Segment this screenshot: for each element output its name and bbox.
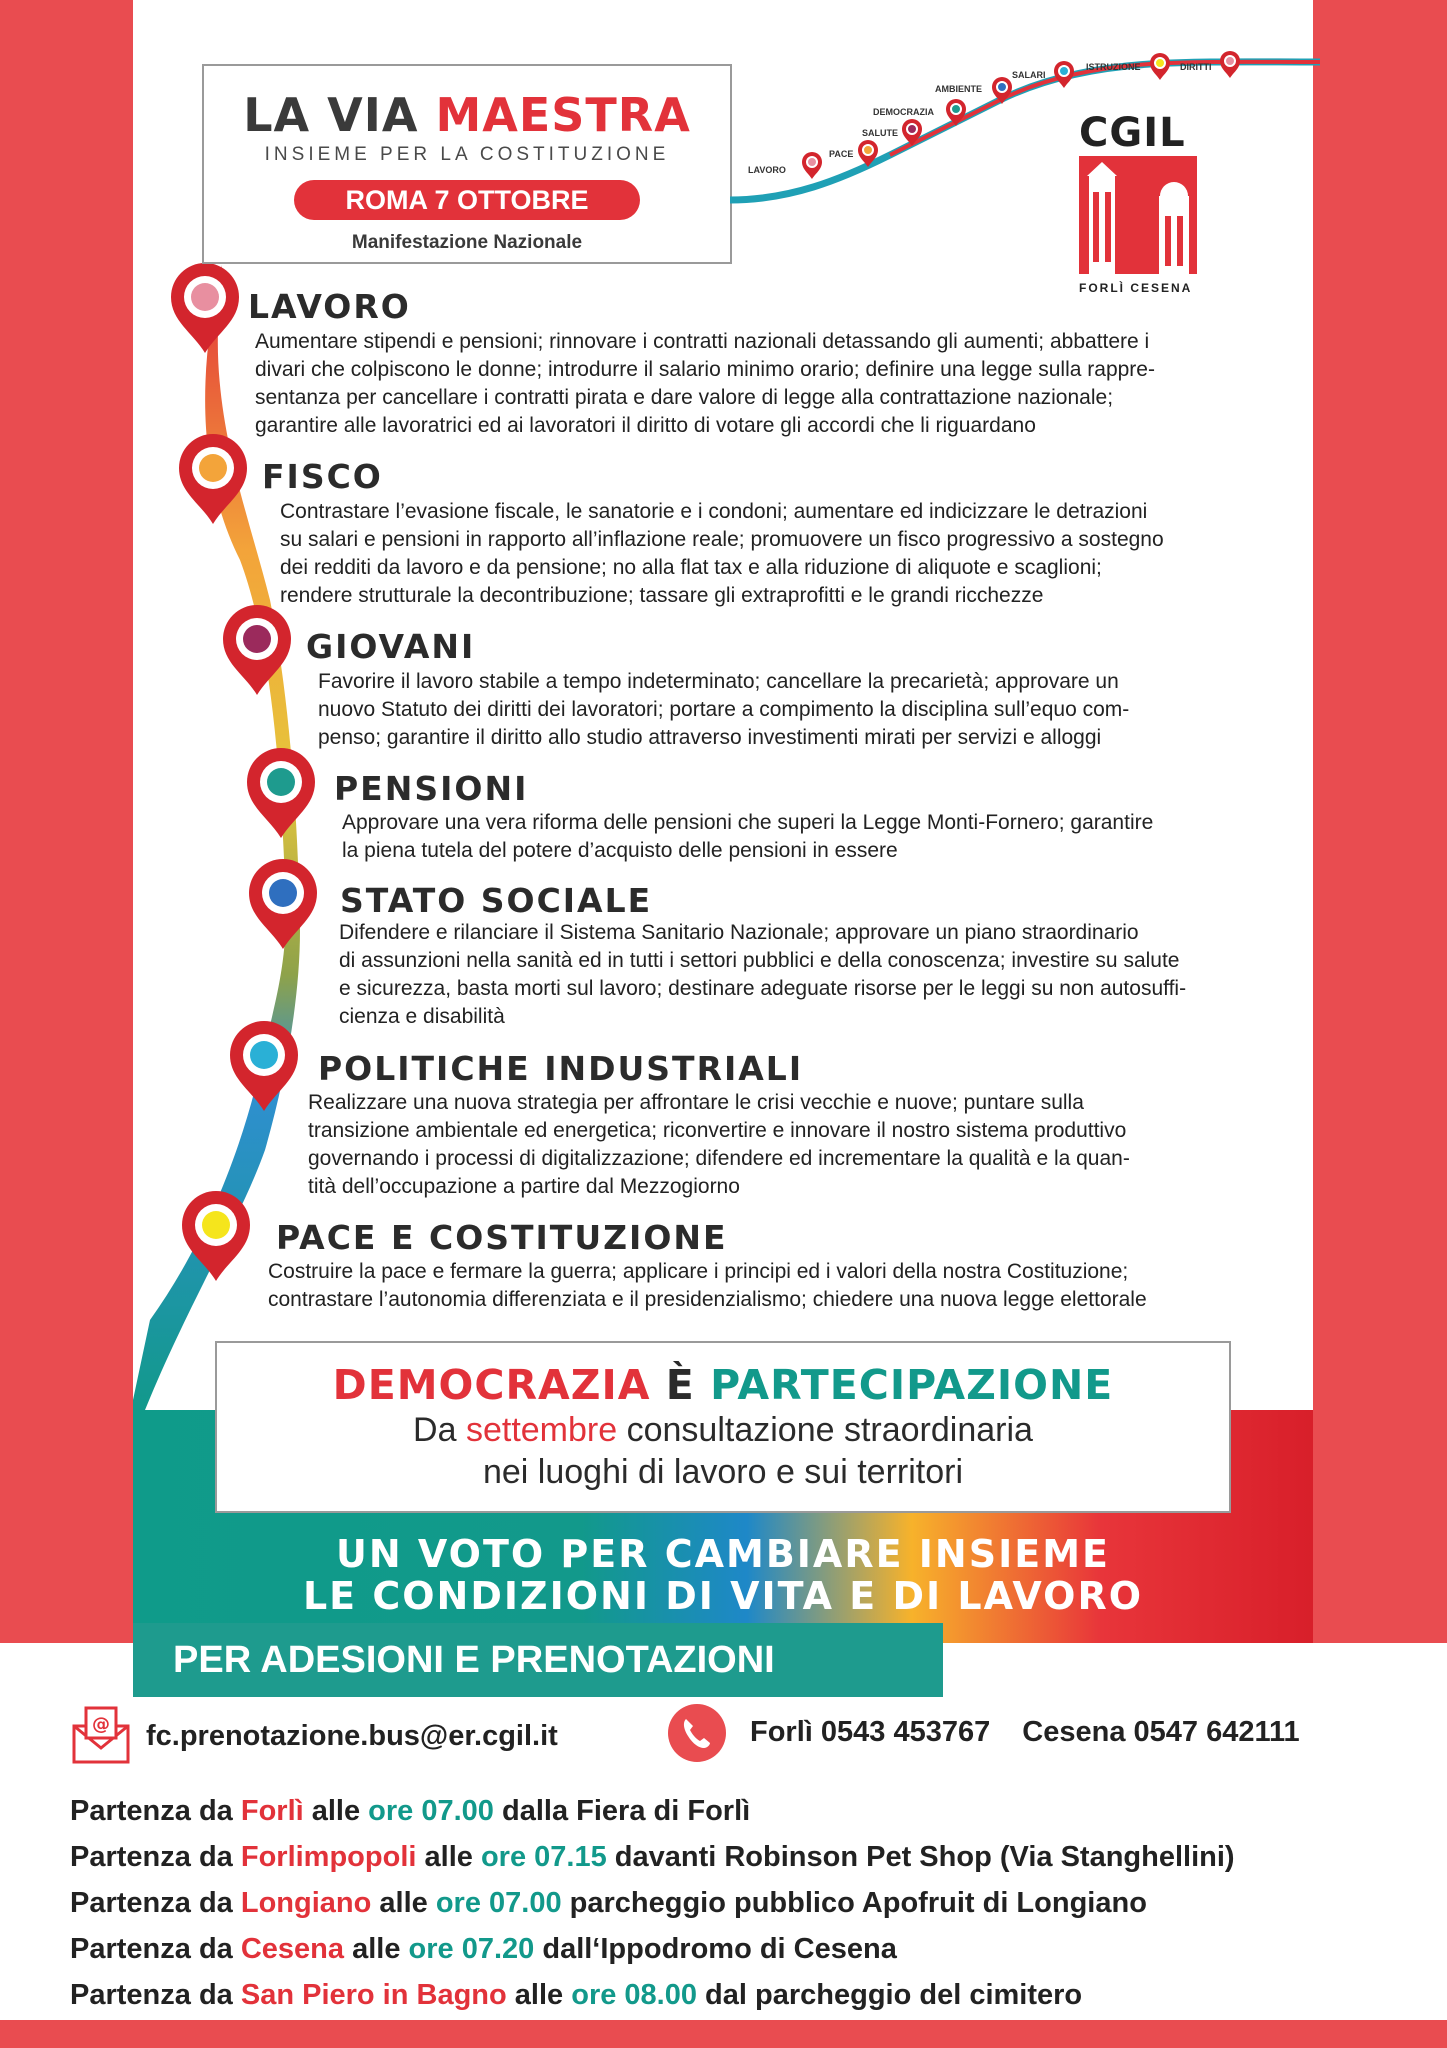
democrazia-word: DEMOCRAZIA (332, 1361, 651, 1409)
departure-place: Forlì (232, 1795, 304, 1827)
section-text (255, 328, 1230, 440)
cgil-logo-text: CGIL (1079, 110, 1186, 156)
header-title (204, 88, 730, 142)
route-stop-label: SALUTE (862, 128, 898, 138)
departure-text: Partenza da (70, 1795, 233, 1827)
line1-highlight: settembre (465, 1411, 618, 1449)
section-text-line: Favorire il lavoro stabile a tempo indeterminato; cancellare la precarietà; approvare un (318, 670, 1119, 693)
departure-row (70, 1926, 1235, 1972)
democrazia-line-2: nei luoghi di lavoro e sui territori (482, 1453, 964, 1491)
svg-text:@: @ (92, 1714, 110, 1735)
route-stop-label: AMBIENTE (935, 84, 982, 94)
section-text-line: governando i processi di digitalizzazione; difendere ed incrementare la qualità e la quan- (308, 1147, 1130, 1170)
route-stop-label: DEMOCRAZIA (873, 107, 934, 117)
section-title: LAVORO (248, 287, 411, 326)
departure-time: ore 08.00 (563, 1979, 697, 2011)
section-text-line: cienza e disabilità (339, 1005, 505, 1028)
section-text (339, 919, 1230, 1031)
departure-text: dall‘Ippodromo di Cesena (534, 1933, 897, 1965)
e-word: È (665, 1361, 695, 1409)
section-text-line: Approvare una vera riforma delle pensioni che superi la Legge Monti-Fornero; garantire (342, 811, 1154, 834)
section-text (308, 1089, 1230, 1201)
section-text (268, 1258, 1230, 1314)
section-lavoro (248, 288, 411, 326)
section-text (318, 668, 1230, 752)
departure-row (70, 1972, 1235, 2018)
section-text (280, 498, 1230, 610)
departure-text: Partenza da (70, 1887, 233, 1919)
header-subtitle: INSIEME PER LA COSTITUZIONE (264, 144, 670, 165)
section-text-line: Costruire la pace e fermare la guerra; applicare i principi ed i valori della nostra Costituzione; (268, 1260, 1129, 1283)
departure-time: ore 07.20 (400, 1933, 535, 1965)
email-icon (70, 1704, 132, 1766)
route-stop-label: ISTRUZIONE (1086, 62, 1141, 72)
route-stop-pin-icon (1150, 53, 1170, 80)
partecipazione-word: PARTECIPAZIONE (710, 1361, 1114, 1409)
departure-text: alle (344, 1933, 401, 1965)
departure-row (70, 1788, 1235, 1834)
route-stop-label: SALARI (1012, 70, 1046, 80)
route-stop-pin-icon (1220, 51, 1240, 78)
departure-place: San Piero in Bagno (232, 1979, 507, 2011)
building-icon (1079, 156, 1197, 274)
section-pin-icon (230, 1021, 298, 1111)
line1-post: consultazione straordinaria (626, 1411, 1033, 1449)
departure-text: davanti Robinson Pet Shop (Via Stanghellini) (606, 1841, 1235, 1873)
section-fisco (262, 458, 383, 496)
departure-text: dalla Fiera di Forlì (493, 1795, 751, 1827)
cgil-logo (1079, 110, 1199, 295)
departure-row (70, 1834, 1235, 1880)
section-text-line: di assunzioni nella sanità ed in tutti i settori pubblici e della conoscenza; investire su salute (339, 949, 1180, 972)
section-text-line: dei redditi da lavoro e da pensione; no alla flat tax e alla riduzione di aliquote e scaglioni; (280, 556, 1102, 579)
departure-place: Longiano (232, 1887, 372, 1919)
departure-text: alle (416, 1841, 473, 1873)
header-event: Manifestazione Nazionale (351, 232, 583, 253)
phone-numbers (750, 1716, 1324, 1749)
departure-place: Cesena (232, 1933, 345, 1965)
section-pensioni (334, 770, 528, 808)
section-pin-icon (247, 748, 315, 838)
section-title: POLITICHE INDUSTRIALI (318, 1049, 804, 1088)
departure-place: Forlimpopoli (232, 1841, 417, 1873)
section-text-line: contrastare l’autonomia differenziata e il presidenzialismo; chiedere una nuova legge elettorale (268, 1288, 1147, 1311)
line1-pre: Da (413, 1411, 457, 1449)
route-stop-label: LAVORO (748, 165, 786, 175)
section-text-line: nuovo Statuto dei diritti dei lavoratori; portare a compimento la disciplina sull’equo com- (318, 698, 1130, 721)
departure-text: Partenza da (70, 1933, 233, 1965)
section-text-line: tità dell’occupazione a partire dal Mezzogiorno (308, 1175, 740, 1198)
section-text-line: divari che colpiscono le donne; introdurre il salario minimo orario; definire una legge sulla rappre- (255, 358, 1155, 381)
section-text-line: Aumentare stipendi e pensioni; rinnovare i contratti nazionali detassando gli aumenti; abbattere i (255, 330, 1150, 353)
departure-row (70, 1880, 1235, 1926)
route-stop-label: DIRITTI (1180, 62, 1212, 72)
header-box (202, 64, 732, 264)
section-pace-e-costituzione (276, 1219, 728, 1257)
section-pin-icon (249, 859, 317, 949)
header-date-badge: ROMA 7 OTTOBRE (294, 180, 640, 220)
departure-text: alle (303, 1795, 361, 1827)
departure-text: parcheggio pubblico Apofruit di Longiano (561, 1887, 1147, 1919)
departures-list (70, 1788, 1235, 2018)
departure-time: ore 07.00 (360, 1795, 494, 1827)
democrazia-heading (217, 1361, 1229, 1409)
section-text-line: garantire alle lavoratrici ed ai lavoratori il diritto di votare gli accordi che li riguardano (255, 414, 1036, 437)
section-pin-icon (171, 263, 239, 353)
route-stop-pin-icon (1054, 61, 1074, 88)
section-politiche-industriali (318, 1050, 803, 1088)
section-text-line: Realizzare una nuova strategia per affrontare le crisi vecchie e nuove; puntare sulla (308, 1091, 1084, 1114)
cgil-logo-sub: FORLÌ CESENA (1079, 281, 1193, 295)
section-title: GIOVANI (306, 627, 476, 666)
forli-phone[interactable]: Forlì 0543 453767 (750, 1716, 991, 1748)
section-text-line: Difendere e rilanciare il Sistema Sanitario Nazionale; approvare un piano straordinario (339, 921, 1139, 944)
departure-time: ore 07.15 (472, 1841, 607, 1873)
section-title: PACE E COSTITUZIONE (276, 1218, 728, 1257)
route-stop-label: PACE (829, 149, 854, 159)
email-address[interactable]: fc.prenotazione.bus@er.cgil.it (146, 1720, 558, 1752)
title-part2: MAESTRA (435, 88, 691, 142)
departure-text: alle (371, 1887, 428, 1919)
cesena-phone[interactable]: Cesena 0547 642111 (1022, 1716, 1300, 1748)
democrazia-line-1 (217, 1409, 1229, 1451)
departure-text: Partenza da (70, 1841, 233, 1873)
section-text-line: e sicurezza, basta morti sul lavoro; destinare adeguate risorse per le leggi su non autosuffi- (339, 977, 1187, 1000)
departure-time: ore 07.00 (427, 1887, 562, 1919)
section-text-line: rendere strutturale la decontribuzione; tassare gli extraprofitti e le grandi ricchezze (280, 584, 1044, 607)
title-part1: LA VIA (243, 88, 419, 142)
section-text-line: la piena tutela del potere d’acquisto delle pensioni in essere (342, 839, 898, 862)
section-text-line: transizione ambientale ed energetica; riconvertire e innovare il nostro sistema produttivo (308, 1119, 1127, 1142)
section-text (342, 809, 1230, 865)
section-stato-sociale (340, 882, 652, 920)
departure-text: alle (506, 1979, 564, 2011)
section-giovani (306, 628, 475, 666)
departure-text: dal parcheggio del cimitero (697, 1979, 1083, 2011)
vote-line-1: UN VOTO PER CAMBIARE INSIEME (336, 1532, 1110, 1576)
phone-icon (668, 1704, 726, 1762)
democrazia-box (215, 1341, 1231, 1513)
section-text-line: su salari e pensioni in rapporto all’inflazione reale; promuovere un fisco progressivo a sostegno (280, 528, 1164, 551)
section-title: STATO SOCIALE (340, 881, 653, 920)
section-title: FISCO (262, 457, 383, 496)
vote-line-2: LE CONDIZIONI DI VITA E DI LAVORO (302, 1574, 1144, 1618)
departure-text: Partenza da (70, 1979, 233, 2011)
section-text-line: penso; garantire il diritto allo studio attraverso investimenti mirati per servizi e alloggi (318, 726, 1102, 749)
section-title: PENSIONI (334, 769, 529, 808)
section-text-line: Contrastare l’evasione fiscale, le sanatorie e i condoni; aumentare ed indicizzare le detrazioni (280, 500, 1148, 523)
adesioni-banner: PER ADESIONI E PRENOTAZIONI (133, 1623, 943, 1697)
route-stop-pin-icon (802, 152, 822, 179)
section-text-line: sentanza per cancellare i contratti pirata e dare valore di legge alla contrattazione nazionale; (255, 386, 1114, 409)
